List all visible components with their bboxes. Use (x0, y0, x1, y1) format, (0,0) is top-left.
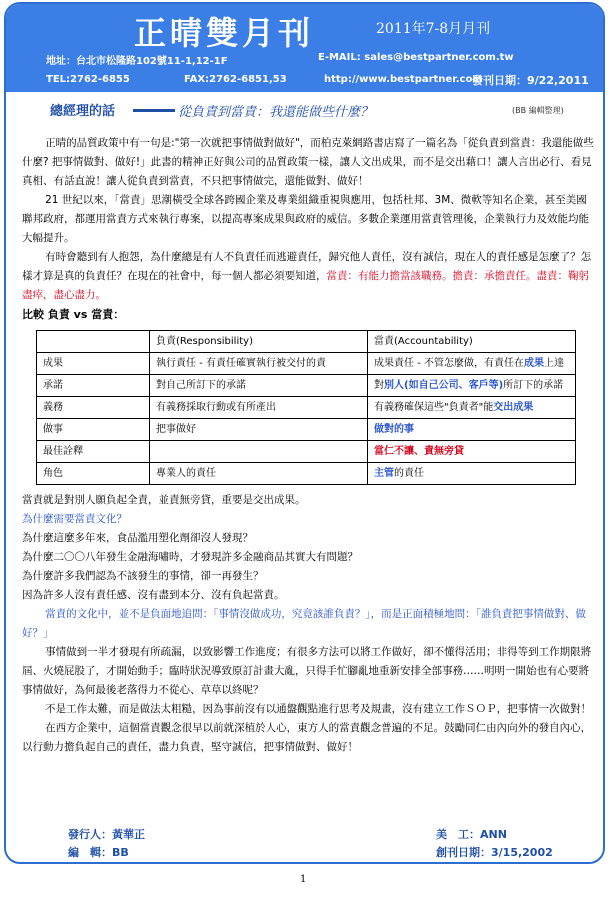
acc-text: 對 (374, 380, 384, 391)
table-header-responsibility: 負責(Responsibility) (150, 331, 368, 353)
row-label: 成果 (37, 353, 150, 375)
header-banner (6, 4, 603, 92)
editor-credit: 編 輯：BB (68, 846, 129, 859)
acc-emphasis: 主管 (374, 468, 394, 479)
row-label: 做事 (37, 419, 150, 441)
address-text: 地址：台北市松隆路102號11-1,12-1F (46, 56, 228, 67)
responsibility-cell: 有義務採取行動或有所產出 (150, 397, 368, 419)
table-row (37, 375, 576, 397)
accountability-cell (368, 375, 576, 397)
acc-emphasis: 做對的事 (374, 424, 414, 435)
accountability-cell (368, 463, 576, 485)
table-header-empty (37, 331, 150, 353)
comparison-table (36, 330, 576, 485)
publisher-credit: 發行人：黃華正 (68, 828, 145, 841)
paragraph-3 (22, 248, 594, 305)
culture-paragraph: 當責的文化中，並不是負面地追問：「事情沒做成功，究竟該誰負責？」，而是正面積極地問：「誰負責把事情做對、做好？」 (22, 608, 586, 639)
why-heading: 為什麼需要當責文化？ (22, 513, 127, 525)
article-body (22, 134, 594, 757)
newsletter-page (4, 2, 605, 864)
acc-emphasis: 別人(如自己公司、客戶等) (384, 380, 504, 391)
table-row (37, 353, 576, 375)
table-header-accountability: 當責(Accountability) (368, 331, 576, 353)
row-label: 最佳詮釋 (37, 441, 150, 463)
table-row (37, 419, 576, 441)
summary-text: 當責就是對別人願負起全責，並責無旁貸，重要是交出成果。 (22, 494, 306, 506)
paragraph-1: 正晴的品質政策中有一句是:"第一次就把事情做對做好"，而柏克萊網路書店寫了一篇名為「從負責到當責：我還能做些什麼? 把事情做對、做好!」此書的精神正好與公司的品質政策一樣，讓人文出成果，而不是交出藉口！讓人言出必行、看見真相、有話直說！讓人從負責到當責，不只把事情做完，還能做對、做好！ (22, 137, 594, 187)
section-heading (6, 100, 603, 122)
acc-text-after: 上達 (543, 358, 564, 369)
answer-text: 因為許多人沒有責任感、沒有盡到本分、沒有負起當責。 (22, 589, 285, 601)
editor-note: (BB 編輯整理) (512, 106, 564, 115)
paragraph-2: 21 世紀以來，「當責」思潮橫受全球各跨國企業及專業組織重視與應用，包括杜邦、3M、微軟等知名企業，甚至美國聯邦政府，都運用當責方式來執行專案，以提高專案成果與政府的威信。多數企業運用當責管理後，企業執行力及效能均能大幅提升。 (22, 194, 589, 244)
table-row (37, 463, 576, 485)
publish-date: 發刊日期：9/22,2011 (472, 74, 589, 87)
compare-heading: 比較 負責 vs 當責： (22, 308, 125, 321)
acc-emphasis: 成果 (523, 358, 544, 369)
acc-text-after: 的責任 (394, 468, 424, 479)
section-divider (133, 109, 175, 112)
publication-title: 正晴雙月刊 (134, 14, 315, 52)
table-row (37, 441, 576, 463)
acc-text: 成果責任 - 不管怎麼做，有責任在 (374, 358, 524, 369)
table-header-row (37, 331, 576, 353)
fax-text: FAX:2762-6851,53 (184, 74, 287, 85)
art-credit: 美 工：ANN (436, 828, 507, 841)
responsibility-cell: 專業人的責任 (150, 463, 368, 485)
issue-label: 2011年7-8月月刊 (376, 21, 491, 37)
responsibility-cell (150, 441, 368, 463)
accountability-cell (368, 441, 576, 463)
acc-text-after: 所訂下的承諾 (503, 380, 564, 391)
paragraph-3-highlight: 當責：有能力擔當該職務。擔責：承擔責任。盡責：鞠躬盡瘁，盡心盡力。 (22, 270, 589, 301)
article-title: 從負責到當責：我還能做些什麼？ (178, 105, 374, 120)
section-label: 總經理的話 (50, 104, 116, 119)
acc-emphasis: 當仁不讓、責無旁貸 (374, 446, 464, 457)
accountability-cell (368, 419, 576, 441)
table-row (37, 397, 576, 419)
paragraph-3-text: 有時會聽到有人抱怨，為什麼總是有人不負責任而逃避責任，歸究他人責任，沒有誠信，現在人的責任感是怎麼了？怎樣才算是真的負責任？在現在的社會中，每一個人都必須要知道， (22, 251, 592, 282)
question-2: 為什麼二〇〇八年發生金融海嘯時，才發現許多金融商品其實大有問題？ (22, 551, 358, 563)
responsibility-cell: 執行責任 - 有責任確實執行被交付的責 (150, 353, 368, 375)
accountability-cell (368, 353, 576, 375)
accountability-cell (368, 397, 576, 419)
acc-emphasis: 交出成果 (493, 402, 534, 413)
acc-text: 有義務確保這些"負責者"能 (374, 402, 494, 413)
responsibility-cell: 對自己所訂下的承諾 (150, 375, 368, 397)
row-label: 承諾 (37, 375, 150, 397)
responsibility-cell: 把事做好 (150, 419, 368, 441)
founded-date: 創刊日期：3/15,2002 (436, 846, 553, 859)
paragraph-7: 在西方企業中，這個當責觀念很早以前就深植於人心，東方人的當責觀念普遍的不足。鼓勵同仁由內向外的發自內心，以行動力擔負起自己的責任，盡力負責，堅守誠信，把事情做對、做好！ (22, 722, 592, 753)
website-link[interactable]: http://www.bestpartner.com (324, 74, 483, 85)
paragraph-5: 事情做到一半才發現有所疏漏，以致影響工作進度；有很多方法可以將工作做好，卻不懂得活用；非得等到工作期限將屆、火燒屁股了，才開始動手；臨時狀況導致原訂計畫大亂，只得手忙腳亂地重新安排全部事務……明明一開始也有心要將事情做好，為何最後老落得力不從心、草草以終呢？ (22, 646, 592, 696)
question-3: 為什麼許多我們認為不該發生的事情，卻一再發生？ (22, 570, 264, 582)
row-label: 角色 (37, 463, 150, 485)
email-text: E-MAIL: sales@bestpartner.com.tw (318, 52, 514, 63)
page-number: 1 (300, 874, 307, 885)
question-1: 為什麼這麼多年來，食品濫用塑化劑卻沒人發現？ (22, 532, 253, 544)
paragraph-6: 不是工作太難，而是做法太粗糙，因為事前沒有以通盤觀點進行思考及規畫，沒有建立工作ＳＯＰ，把事情一次做對！ (45, 703, 592, 715)
tel-text: TEL:2762-6855 (46, 74, 130, 85)
row-label: 義務 (37, 397, 150, 419)
